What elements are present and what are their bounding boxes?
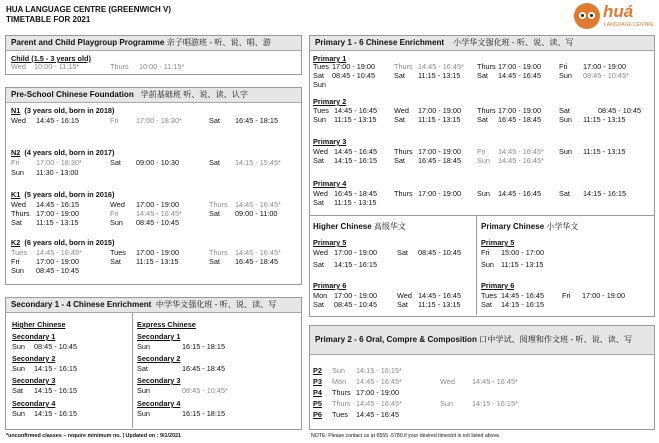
slot-time: 08:45 - 10:45* (583, 71, 629, 80)
slot-time: 11:15 - 13:15 (334, 198, 377, 207)
slot-time: 14:45 - 16:45* (235, 248, 281, 257)
slot-time: 11:15 - 13:15 (418, 71, 461, 80)
slot-day: Sun (481, 260, 494, 269)
owl-icon (574, 3, 600, 29)
slot-day: Sat (209, 209, 220, 218)
slot-day: Thurs (332, 388, 351, 397)
primary-enrichment-title: Primary 1 - 6 Chinese Enrichment (315, 38, 445, 47)
slot-time: 11:15 - 13:15 (36, 218, 79, 227)
slot-day: Sun (559, 147, 572, 156)
slot-day: Tues (332, 410, 348, 419)
centre-name: HUA LANGUAGE CENTRE (GREENWICH V) (6, 5, 172, 14)
slot-day: Sun (440, 399, 453, 408)
slot-day: Tues (313, 62, 329, 71)
slot-time: 16:15 - 18:15 (182, 342, 226, 351)
slot-day: Sat (397, 248, 408, 257)
slot-day: Tues (313, 106, 329, 115)
slot-time: 17:00 - 19:00 (334, 291, 378, 300)
slot-time: 14:15 - 16:15* (356, 366, 402, 375)
slot-day: Thurs (394, 62, 413, 71)
slot-day: Sat (394, 115, 405, 124)
slot-day: Thurs (110, 62, 129, 71)
slot-time: 08:45 - 10:45* (182, 386, 228, 395)
primary-chinese-heading: Primary Chinese 小学华文 (481, 222, 579, 231)
level-label: Primary 2 (313, 97, 347, 106)
higher-primary-heading: Higher Chinese 高级华文 (313, 222, 406, 231)
slot-time: 10:00 - 11:15* (34, 62, 80, 71)
slot-day: Sun (313, 115, 326, 124)
slot-time: 15:00 - 17:00 (501, 248, 545, 257)
slot-time: 11:15 - 13:15 (583, 115, 626, 124)
slot-day: Wed (11, 200, 26, 209)
slot-day: Sun (137, 386, 150, 395)
slot-time: 14:45 - 16:45* (418, 62, 464, 71)
level-label: Secondary 1 (12, 332, 56, 341)
slot-time: 11:15 - 13:15 (334, 115, 377, 124)
playgroup-header (6, 36, 301, 51)
slot-time: 14:45 - 16:45* (498, 147, 544, 156)
footer-note-right: NOTE: Please contact us at 6555 -5780 if your desired timeslot is not listed above. (311, 433, 501, 439)
slot-time: 08:45 - 10:45 (332, 71, 376, 80)
slot-day: Fri (11, 158, 20, 167)
express-chinese-heading: Express Chinese (137, 320, 196, 329)
level-label: Secondary 3 (137, 376, 181, 385)
slot-day: Sat (477, 71, 488, 80)
level-label: Primary 3 (313, 137, 347, 146)
slot-time: 14:45 - 16:45* (498, 156, 544, 165)
slot-day: Sun (137, 409, 150, 418)
slot-day: Wed (11, 116, 26, 125)
slot-time: 14:45 - 16:45* (356, 399, 402, 408)
slot-day: Sun (12, 364, 25, 373)
primary-enrichment-panel (309, 35, 655, 317)
slot-day: Sun (110, 218, 123, 227)
slot-time: 16:45 - 18:15 (235, 116, 279, 125)
level-label: P3 (313, 377, 322, 386)
slot-time: 14:45 - 16:45* (136, 209, 182, 218)
slot-time: 11:15 - 13:15 (501, 260, 544, 269)
slot-time: 17:00 - 19:00 (418, 106, 462, 115)
slot-day: Fri (110, 209, 119, 218)
level-label: Secondary 2 (137, 354, 181, 363)
level-label: P5 (313, 399, 322, 408)
slot-time: 17:00 - 19:00 (498, 106, 542, 115)
slot-day: Sun (477, 156, 490, 165)
slot-day: Tues (110, 248, 126, 257)
slot-day: Sat (209, 158, 220, 167)
slot-day: Thurs (477, 62, 496, 71)
slot-time: 14:15 - 16:15 (34, 386, 78, 395)
slot-time: 14:45 - 16:45 (498, 189, 542, 198)
slot-time: 14:45 - 16:45 (501, 291, 545, 300)
slot-day: Thurs (11, 209, 30, 218)
logo-subtitle: LANGUAGE CENTRE (604, 22, 654, 28)
slot-day: Mon (313, 291, 328, 300)
slot-day: Sun (11, 266, 24, 275)
slot-day: Sun (559, 71, 572, 80)
slot-day: Sat (394, 71, 405, 80)
slot-day: Wed (397, 291, 412, 300)
slot-time: 14:15 - 16:15 (334, 156, 378, 165)
slot-time: 08:45 - 10:45 (418, 248, 462, 257)
slot-time: 17:00 - 19:00 (36, 257, 80, 266)
footer-note-left: *unconfirmed classes – require minimum no. | Updated on : 9/1/2021 (6, 433, 181, 439)
slot-time: 08:45 - 10:45 (334, 300, 378, 309)
slot-time: 10:00 - 11:15* (139, 62, 185, 71)
slot-day: Fri (110, 116, 119, 125)
level-label: Secondary 2 (12, 354, 56, 363)
slot-day: Tues (481, 291, 497, 300)
slot-time: 11:15 - 13:15 (418, 115, 461, 124)
playgroup-title-cn: 亲子唱游班 - 听、说、唱、游 (166, 38, 271, 47)
slot-time: 11:15 - 13:15 (583, 147, 626, 156)
slot-time: 08:45 - 10:45 (136, 218, 180, 227)
level-label: Primary 5 (481, 238, 515, 247)
level-label: Secondary 3 (12, 376, 56, 385)
slot-time: 11:15 - 13:15 (136, 257, 179, 266)
slot-day: Thurs (394, 147, 413, 156)
level-label: P4 (313, 388, 322, 397)
slot-day: Sat (110, 158, 121, 167)
slot-day: Sat (477, 115, 488, 124)
slot-day: Sat (559, 106, 570, 115)
slot-time: 14:15 - 16:15* (472, 399, 518, 408)
oral-compre-panel (309, 325, 655, 430)
playgroup-level: Child (1.5 - 3 years old) (11, 54, 91, 63)
slot-time: 16:15 - 18:15 (182, 409, 226, 418)
slot-time: 14:45 - 16:15 (36, 200, 80, 209)
slot-time: 14:45 - 16:45 (498, 71, 542, 80)
slot-day: Thurs (209, 200, 228, 209)
slot-day: Sun (559, 115, 572, 124)
level-label: Primary 6 (313, 281, 347, 290)
secondary-panel (5, 297, 302, 430)
slot-day: Sat (313, 300, 324, 309)
oral-header (310, 326, 654, 355)
slot-time: 09:00 - 11:00 (235, 209, 278, 218)
slot-day: Sat (110, 257, 121, 266)
slot-day: Sun (313, 80, 326, 89)
slot-time: 17:00 - 19:00 (498, 62, 542, 71)
preschool-title: Pre-School Chinese Foundation (11, 90, 134, 99)
oral-title-cn: 口中学试、阅理和作文班 - 听、说、读、写 (479, 335, 633, 344)
slot-time: 09:00 - 10:30 (136, 158, 180, 167)
slot-day: Wed (313, 147, 328, 156)
slot-time: 14:15 - 16:15 (583, 189, 627, 198)
slot-day: Sat (12, 386, 23, 395)
slot-day: Wed (394, 106, 409, 115)
column-divider (132, 313, 133, 428)
slot-time: 11:30 - 13:00 (36, 168, 79, 177)
column-divider (476, 215, 477, 315)
slot-time: 14:45 - 16:45 (334, 147, 378, 156)
slot-time: 17:00 - 19:00 (332, 62, 376, 71)
slot-day: Sat (313, 156, 324, 165)
slot-day: Wed (110, 200, 125, 209)
slot-day: Sat (394, 156, 405, 165)
slot-day: Sat (481, 300, 492, 309)
slot-day: Sun (12, 409, 25, 418)
slot-time: 14:15 - 16:15 (501, 300, 545, 309)
primary-enrichment-title-cn: 小学华文强化班 - 听、说、读、写 (453, 38, 574, 47)
slot-time: 08:45 - 10:45 (36, 266, 80, 275)
slot-day: Sun (12, 342, 25, 351)
slot-time: 14:45 - 16:45* (472, 377, 518, 386)
slot-day: Tues (11, 248, 27, 257)
slot-time: 14:15 - 16:15 (34, 409, 78, 418)
slot-day: Wed (313, 189, 328, 198)
slot-time: 14:15 - 16:15 (34, 364, 78, 373)
slot-day: Sat (397, 300, 408, 309)
level-k2: K2 (6 years old, born in 2015) (11, 238, 115, 247)
slot-day: Sat (313, 71, 324, 80)
level-k1: K1 (5 years old, born in 2016) (11, 190, 115, 199)
level-label: Primary 4 (313, 179, 347, 188)
slot-time: 17:00 - 18:30* (36, 158, 82, 167)
slot-day: Thurs (209, 248, 228, 257)
slot-day: Fri (477, 147, 486, 156)
slot-time: 14:45 - 16:45 (356, 410, 400, 419)
slot-time: 17:00 - 19:00 (36, 209, 80, 218)
slot-time: 17:00 - 19:00 (334, 248, 378, 257)
slot-day: Wed (440, 377, 455, 386)
oral-title: Primary 2 - 6 Oral, Compre & Composition (315, 335, 477, 344)
slot-time: 16:45 - 18:45 (334, 189, 378, 198)
slot-time: 16:45 - 18:45 (418, 156, 462, 165)
level-n2: N2 (4 years old, born in 2017) (11, 148, 115, 157)
level-label: P6 (313, 410, 322, 419)
slot-day: Fri (559, 62, 568, 71)
slot-day: Sat (209, 116, 220, 125)
secondary-header (6, 298, 301, 313)
slot-day: Thurs (477, 106, 496, 115)
slot-time: 08:45 - 10:45 (598, 106, 642, 115)
higher-chinese-heading: Higher Chinese (12, 320, 66, 329)
slot-day: Sat (313, 260, 324, 269)
slot-time: 17:00 - 18:30* (136, 116, 182, 125)
slot-day: Thurs (332, 399, 351, 408)
slot-time: 14:45 - 16:45 (418, 291, 462, 300)
level-label: Primary 1 (313, 54, 347, 63)
playgroup-panel (5, 35, 302, 75)
level-label: Primary 5 (313, 238, 347, 247)
level-label: Secondary 4 (137, 399, 181, 408)
slot-time: 16:45 - 18:45 (182, 364, 226, 373)
slot-day: Fri (11, 257, 20, 266)
primary-enrichment-header (310, 36, 654, 51)
slot-day: Wed (11, 62, 26, 71)
slot-time: 14:45 - 16:45* (36, 248, 82, 257)
slot-time: 14:15 - 15:45* (235, 158, 281, 167)
level-label: P2 (313, 366, 322, 375)
preschool-header (6, 88, 301, 103)
brand-logo (574, 3, 658, 33)
slot-day: Mon (332, 377, 347, 386)
secondary-title: Secondary 1 - 4 Chinese Enrichment (11, 300, 152, 309)
slot-time: 14:45 - 16:15 (36, 116, 80, 125)
slot-time: 17:00 - 19:00 (136, 248, 180, 257)
slot-time: 14:15 - 16:15 (334, 260, 378, 269)
slot-time: 17:00 - 19:00 (356, 388, 400, 397)
slot-time: 17:00 - 19:00 (582, 291, 626, 300)
slot-time: 17:00 - 19:00 (136, 200, 180, 209)
slot-day: Fri (562, 291, 571, 300)
slot-day: Sun (11, 168, 24, 177)
preschool-title-cn: 学前基础班 听、说、读、认字 (140, 90, 248, 99)
slot-day: Fri (481, 248, 490, 257)
secondary-title-cn: 中学华文强化班 - 听、说、读、写 (155, 300, 277, 309)
slot-day: Sat (209, 257, 220, 266)
level-label: Secondary 4 (12, 399, 56, 408)
slot-day: Sat (11, 218, 22, 227)
slot-time: 17:00 - 19:00 (418, 147, 462, 156)
slot-day: Sat (137, 364, 148, 373)
preschool-panel (5, 87, 302, 285)
slot-day: Sun (332, 366, 345, 375)
slot-time: 11:15 - 13:15 (418, 300, 461, 309)
slot-day: Wed (313, 248, 328, 257)
level-label: Primary 6 (481, 281, 515, 290)
slot-time: 14:45 - 16:45* (356, 377, 402, 386)
logo-wordmark: huá (603, 2, 634, 21)
timetable-title: TIMETABLE FOR 2021 (6, 15, 91, 24)
slot-time: 16:45 - 18:45 (498, 115, 542, 124)
slot-day: Sun (477, 189, 490, 198)
level-n1: N1 (3 years old, born in 2018) (11, 106, 115, 115)
section-divider (310, 215, 654, 216)
slot-time: 14:45 - 16:45 (334, 106, 378, 115)
slot-time: 14:45 - 16:45* (235, 200, 281, 209)
slot-day: Sat (559, 189, 570, 198)
level-label: Secondary 1 (137, 332, 181, 341)
slot-time: 08:45 - 10:45 (34, 342, 78, 351)
slot-day: Thurs (394, 189, 413, 198)
playgroup-title: Parent and Child Playgroup Programme (11, 38, 165, 47)
slot-day: Sun (137, 342, 150, 351)
slot-time: 16:45 - 18:45 (235, 257, 279, 266)
slot-day: Sat (313, 198, 324, 207)
slot-time: 17:00 - 19:00 (418, 189, 462, 198)
slot-time: 17:00 - 19:00 (583, 62, 627, 71)
